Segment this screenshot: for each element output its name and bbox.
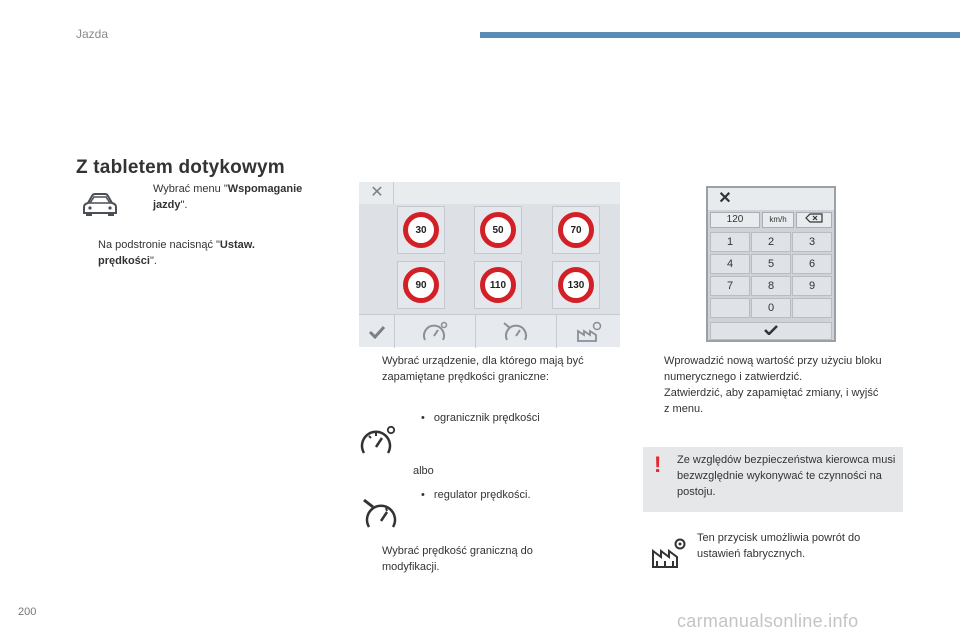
- keypad-key[interactable]: 6: [792, 254, 832, 274]
- section-header: Jazda: [76, 27, 109, 41]
- keypad-key[interactable]: 4: [710, 254, 750, 274]
- speed-sign-button[interactable]: [474, 206, 522, 254]
- unit-field: km/h: [762, 212, 794, 228]
- speed-value-field[interactable]: 120: [710, 212, 760, 228]
- speed-sign: 130: [558, 267, 594, 303]
- speed-sign-button[interactable]: [397, 261, 445, 309]
- speed-sign: 50: [480, 212, 516, 248]
- keypad-key-empty: [792, 298, 832, 318]
- warning-text: Ze względów bezpieczeństwa kierowca musi bezwzględnie wykonywać te czynności na postoju.: [677, 454, 896, 498]
- backspace-icon: [805, 213, 823, 223]
- watermark: carmanualsonline.info: [677, 611, 859, 631]
- keypad-key[interactable]: 0: [751, 298, 791, 318]
- screen-bottom-bar: [359, 314, 620, 347]
- warning-exclamation-icon: !: [654, 452, 662, 477]
- option-cruise-control: • regulator prędkości.: [421, 489, 531, 501]
- keypad-key[interactable]: 8: [751, 276, 791, 296]
- keypad-key[interactable]: 2: [751, 232, 791, 252]
- close-icon[interactable]: ✕: [370, 184, 384, 201]
- keypad-top-bar: [708, 188, 834, 210]
- keypad-key[interactable]: 7: [710, 276, 750, 296]
- speed-sign-grid: [359, 204, 620, 314]
- page-number: 200: [18, 606, 37, 618]
- or-text: albo: [413, 465, 434, 477]
- confirm-button[interactable]: [359, 315, 395, 348]
- backspace-button[interactable]: [796, 212, 832, 228]
- speed-limiter-tab[interactable]: [395, 315, 476, 348]
- factory-reset-button[interactable]: [557, 315, 620, 348]
- speed-sign: 90: [403, 267, 439, 303]
- cruise-control-tab[interactable]: [476, 315, 557, 348]
- bullet-dot: •: [421, 489, 425, 501]
- cruise-control-icon: [362, 497, 402, 531]
- screen-top-bar: [359, 182, 620, 204]
- step-select-device: Wybrać urządzenie, dla którego mają być zapamiętane prędkości graniczne:: [382, 355, 584, 383]
- keypad-key[interactable]: 9: [792, 276, 832, 296]
- step-open-submenu: Na podstronie nacisnąć "Ustaw. prędkości".: [98, 239, 255, 267]
- speed-sign: 110: [480, 267, 516, 303]
- numeric-keypad-screen: [706, 186, 836, 342]
- bullet-dot: •: [421, 412, 425, 424]
- keypad-key[interactable]: 5: [751, 254, 791, 274]
- keypad-key[interactable]: 1: [710, 232, 750, 252]
- keypad-key-empty: [710, 298, 750, 318]
- speed-sign: 70: [558, 212, 594, 248]
- speed-limiter-icon: [422, 321, 448, 343]
- car-icon: [82, 193, 118, 217]
- speed-memory-screen: [359, 182, 620, 347]
- step-select-menu: Wybrać menu "Wspomaganie jazdy".: [153, 183, 303, 211]
- cruise-control-icon: [503, 321, 529, 343]
- speed-sign-button[interactable]: [552, 261, 600, 309]
- step-enter-value: Wprowadzić nową wartość przy użyciu bloku numerycznego i zatwierdzić.: [664, 355, 882, 383]
- speed-sign-button[interactable]: [474, 261, 522, 309]
- checkmark-icon: [763, 325, 779, 335]
- factory-reset-icon: [651, 537, 687, 569]
- keypad-key[interactable]: 3: [792, 232, 832, 252]
- speed-limiter-icon: [360, 425, 396, 457]
- step-select-speed: Wybrać prędkość graniczną do modyfikacji.: [382, 545, 533, 573]
- step-confirm-exit: Zatwierdzić, aby zapamiętać zmiany, i wyjść z menu.: [664, 387, 879, 415]
- page-title: Z tabletem dotykowym: [76, 157, 285, 178]
- close-icon[interactable]: ✕: [718, 190, 732, 207]
- checkmark-icon: [368, 325, 386, 339]
- speed-sign-button[interactable]: [397, 206, 445, 254]
- factory-reset-icon: [576, 321, 602, 343]
- speed-sign-button[interactable]: [552, 206, 600, 254]
- speed-sign: 30: [403, 212, 439, 248]
- option-speed-limiter: • ogranicznik prędkości: [421, 412, 540, 424]
- keypad-confirm-button[interactable]: [710, 322, 832, 340]
- reset-note: Ten przycisk umożliwia powrót do ustawień fabrycznych.: [697, 532, 861, 560]
- header-accent-bar: [480, 32, 960, 38]
